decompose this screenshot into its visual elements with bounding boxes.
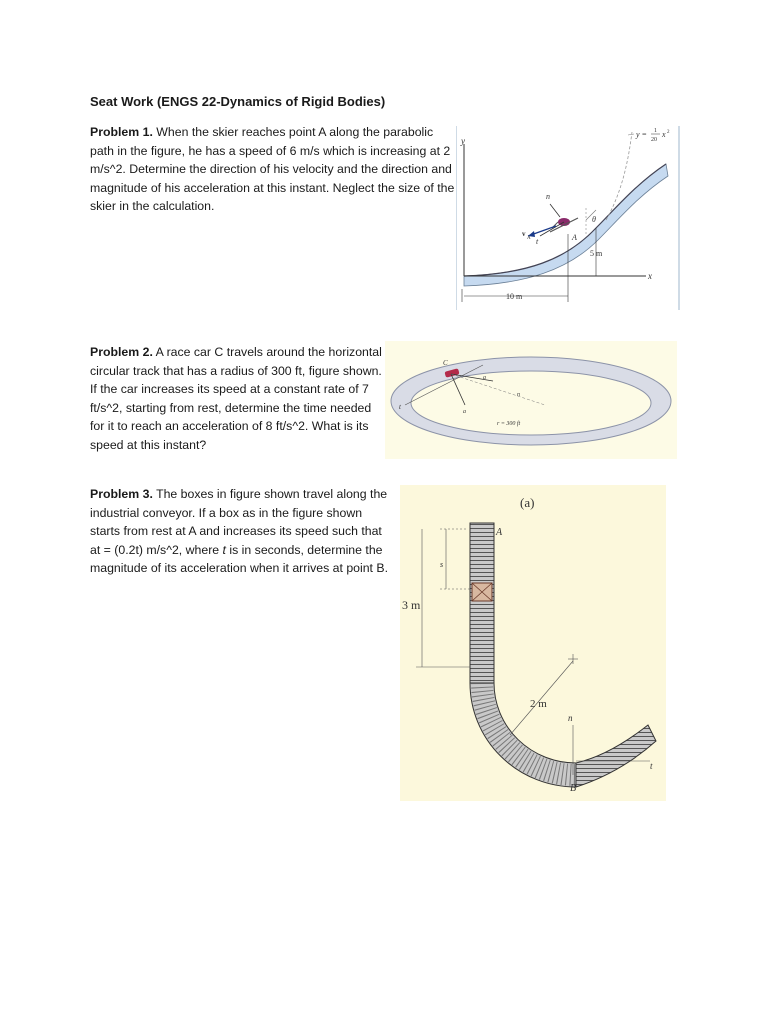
problem-3	[90, 485, 390, 578]
y-axis-label: y	[461, 136, 465, 146]
normal-arrow	[550, 204, 560, 217]
problem-3-label: Problem 3.	[90, 487, 153, 501]
normal-accel-label: a	[483, 375, 486, 381]
problem-2-label: Problem 2.	[90, 345, 153, 359]
problem-3-text-after: is in seconds, determine the magnitude of its acceleration when it arrives at point B.	[90, 542, 389, 576]
problem-3-text-italic: t	[222, 542, 226, 557]
conveyor-straight	[470, 523, 494, 683]
problem-1-text: When the skier reaches point A along the parabolic path in the figure, he has a speed of 6 m/s which is increasing at 2 m/s^2. Determine the direction of his velocity and the direction and magnitude of his acceleration at this instant. Neglect the size of the skier in the calculation.	[90, 125, 455, 214]
problem-3-text-before: The boxes in figure shown travel along the industrial conveyor. If a box as in the figure shown starts from rest at A and increases its speed such that at = (0.2t) m/s^2, where	[90, 487, 388, 557]
problem-1-label: Problem 1.	[90, 125, 153, 139]
height-dim-label: 5 m	[590, 249, 603, 258]
velocity-label-sub: A	[527, 236, 531, 241]
normal-label: n	[546, 192, 550, 201]
conveyor-diagram	[400, 485, 666, 801]
race-track-figure	[385, 341, 677, 459]
t-label: t	[650, 761, 653, 771]
velocity-label: v	[522, 230, 526, 238]
point-a-label: A	[572, 233, 577, 242]
three-m-label: 3 m	[402, 598, 421, 612]
skier-diagram	[456, 124, 680, 310]
problem-1	[90, 123, 460, 216]
curve-equation-exp: 2	[667, 130, 670, 135]
page-title: Seat Work (ENGS 22-Dynamics of Rigid Bodies)	[90, 94, 386, 109]
curve-equation: y =	[636, 130, 647, 139]
skier	[550, 218, 578, 232]
race-track-diagram	[385, 341, 677, 459]
normal-label: n	[517, 392, 520, 398]
tangent-label: t	[536, 237, 539, 246]
curve-equation-den: 20	[651, 137, 657, 143]
two-m-label: 2 m	[530, 698, 547, 710]
x-axis-label: x	[648, 271, 652, 281]
point-b-label: B	[570, 783, 577, 794]
car-label: C	[443, 359, 448, 367]
track-inner	[411, 371, 651, 435]
n-label: n	[568, 713, 573, 723]
tangent-arrow	[540, 222, 564, 236]
curve-equation-num: 1	[654, 128, 657, 134]
conveyor-end	[576, 725, 656, 787]
theta-label: θ	[592, 215, 596, 224]
s-label: s	[440, 560, 444, 569]
problem-2-text: A race car C travels around the horizontal circular track that has a radius of 300 ft, figure shown. If the car increases its speed at a constant rate of 7 ft/s^2, starting from rest, determine the time needed for it to reach an acceleration of 8 ft/s^2. What is its speed at this instant?	[90, 345, 382, 452]
curve-equation-x: x	[662, 130, 666, 139]
radius-label: r = 300 ft	[497, 421, 521, 427]
skier-figure	[456, 124, 680, 310]
tangent-label: t	[399, 403, 401, 411]
accel-label: a	[463, 409, 466, 415]
width-dim-label: 10 m	[506, 292, 523, 301]
point-a-label: A	[496, 527, 503, 538]
part-label: (a)	[520, 495, 535, 510]
conveyor-figure	[400, 485, 666, 801]
problem-2	[90, 343, 382, 455]
